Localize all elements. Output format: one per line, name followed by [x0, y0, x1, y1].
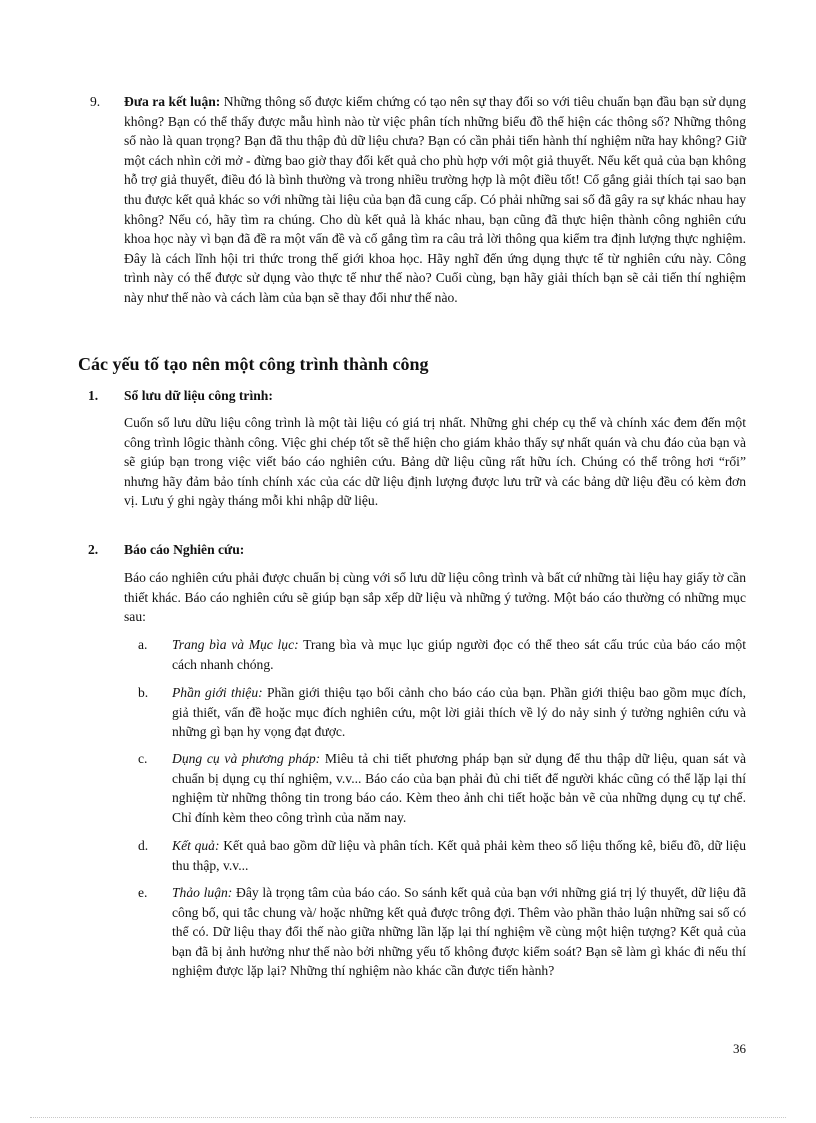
subitem-e-body: Đây là trọng tâm của báo cáo. So sánh kết quả của bạn với những giá trị lý thuyết, dữ liệu đã công bố, qui tắc chung và/ hoặc những kết quả được trông đợi. Thêm vào phần thảo luận những sai số có thể có. Dữ liệu thay đổi thế nào giữa những lần lặp lại thí nghiệm về cùng một hiện tượng? Kết quả của bạn đã bị ảnh hưởng như thế nào bởi những yếu tố không được kiểm soát? Bạn sẽ làm gì khác đi nếu thí nghiệm được lặp lại? Những thí nghiệm nào khác cần được tiến hành? [172, 885, 747, 979]
subitem-e-title: Thảo luận: [172, 885, 233, 900]
item-1-paragraph: Cuốn sổ lưu dữu liệu công trình là một tài liệu có giá trị nhất. Những ghi chép cụ thể và chính xác đem đến một công trình lôgic thành công. Việc ghi chép tốt sẽ thể hiện cho giám khảo thấy sự nhất quán và chu đáo của bạn và sẽ giúp bạn trong việc viết báo cáo nghiên cứu. Bảng dữ liệu cũng rất hữu ích. Chúng có thể trông hơi “rối” nhưng hãy đảm bảo tính chính xác của các dữ liệu định lượng được lưu trữ và các bảng dữ liệu đều có kèm đơn vị. Lưu ý ghi ngày tháng mỗi khi nhập dữ liệu. [124, 415, 746, 509]
subitem-c-letter: c. [138, 751, 148, 766]
subitem-c-text [172, 749, 746, 827]
item-2-paragraph: Báo cáo nghiên cứu phải được chuẩn bị cùng với sổ lưu dữ liệu công trình và bất cứ những tài liệu hay giấy tờ cần thiết khác. Báo cáo nghiên cứu sẽ giúp bạn sắp xếp dữ liệu và những ý tưởng. Một báo cáo thường có những mục sau: [124, 570, 746, 625]
subitem-d-body: Kết quả bao gồm dữ liệu và phân tích. Kết quả phải kèm theo số liệu thống kê, biểu đồ, dữ liệu thu thập, v.v... [172, 838, 746, 873]
subitem-b-letter: b. [138, 685, 149, 700]
subitem-a-letter: a. [138, 637, 148, 652]
subitem-c-body: Miêu tả chi tiết phương pháp bạn sử dụng để thu thập dữ liệu, quan sát và chuẩn bị dụng cụ thí nghiệm, v.v... Báo cáo của bạn phải đủ chi tiết để người khác cũng có thể lặp lại thí nghiệm từ những thông tin trong báo cáo. Kèm theo ảnh chi tiết hoặc bản vẽ của những dụng cụ tự chế. Chỉ đính kèm theo công trình của năm nay. [172, 751, 746, 825]
subitem-e-letter: e. [138, 885, 148, 900]
section-heading: Các yếu tố tạo nên một công trình thành công [78, 354, 429, 374]
subitem-b-title: Phần giới thiệu: [172, 685, 263, 700]
item-1-number: 1. [88, 388, 99, 403]
item-9-title: Đưa ra kết luận: [124, 94, 221, 109]
page-number: 36 [733, 1041, 746, 1056]
page-bottom-divider [30, 1117, 786, 1118]
subitem-d-text [172, 836, 746, 875]
subitem-e-text [172, 883, 746, 981]
subitem-b-body: Phần giới thiệu tạo bối cảnh cho báo cáo của bạn. Phần giới thiệu bao gồm mục đích, giả thiết, vấn đề hoặc mục đích nghiên cứu, một lời giải thích về lý do nảy sinh ý tưởng nghiên cứu và những gì bạn hy vọng đạt được. [172, 685, 746, 740]
subitem-b-text [172, 683, 746, 742]
subitem-d-letter: d. [138, 838, 149, 853]
subitem-c-title: Dụng cụ và phương pháp: [172, 751, 321, 766]
item-9-paragraph [124, 92, 746, 308]
subitem-d-title: Kết quả: [172, 838, 220, 853]
subitem-a-body: Trang bìa và mục lục giúp người đọc có thể theo sát cấu trúc của báo cáo một cách nhanh chóng. [172, 637, 746, 672]
item-2-number: 2. [88, 542, 99, 557]
item-1-title: Sổ lưu dữ liệu công trình: [124, 388, 273, 403]
item-2-title: Báo cáo Nghiên cứu: [124, 542, 245, 557]
subitem-a-title: Trang bìa và Mục lục: [172, 637, 299, 652]
item-9-text: Những thông số được kiểm chứng có tạo nên sự thay đổi so với tiêu chuẩn bạn đầu bạn sử dụng không? Bạn có thể thấy được mẫu hình nào từ việc phân tích những biểu đồ thể hiện các thông số? Những thông số nào là quan trọng? Bạn đã thu thập đủ dữ liệu chưa? Bạn có cần phải tiến hành thí nghiệm nữa hay không? Giữ một cách nhìn cởi mở - đừng bao giờ thay đổi kết quả cho phù hợp với một giả thuyết. Nếu kết quả của bạn không hỗ trợ giả thuyết, điều đó là bình thường và trong nhiều trường hợp là một điều tốt! Cố gắng giải thích tại sao bạn thu được kết quả khác so với những tài liệu của bạn đã cung cấp. Có phải những sai số đã gây ra sự khác nhau hay không? Nếu có, hãy tìm ra chúng. Cho dù kết quả là khác nhau, bạn cũng đã thực hiện thành công nghiên cứu khoa học này vì bạn đã đề ra một vấn đề và cố gắng tìm ra câu trả lời thông qua kiểm tra định lượng thực nghiệm. Đây là cách lĩnh hội tri thức trong thế giới khoa học. Hãy nghĩ đến ứng dụng thực tế từ nghiên cứu này. Công trình này có thể được sử dụng vào thực tế như thế nào? Cuối cùng, bạn hãy giải thích bạn sẽ cải tiến thí nghiệm này như thế nào và cách làm của bạn sẽ thay đổi như thế nào. [124, 94, 746, 305]
item-9-number: 9. [90, 94, 101, 109]
subitem-a-text [172, 635, 746, 674]
